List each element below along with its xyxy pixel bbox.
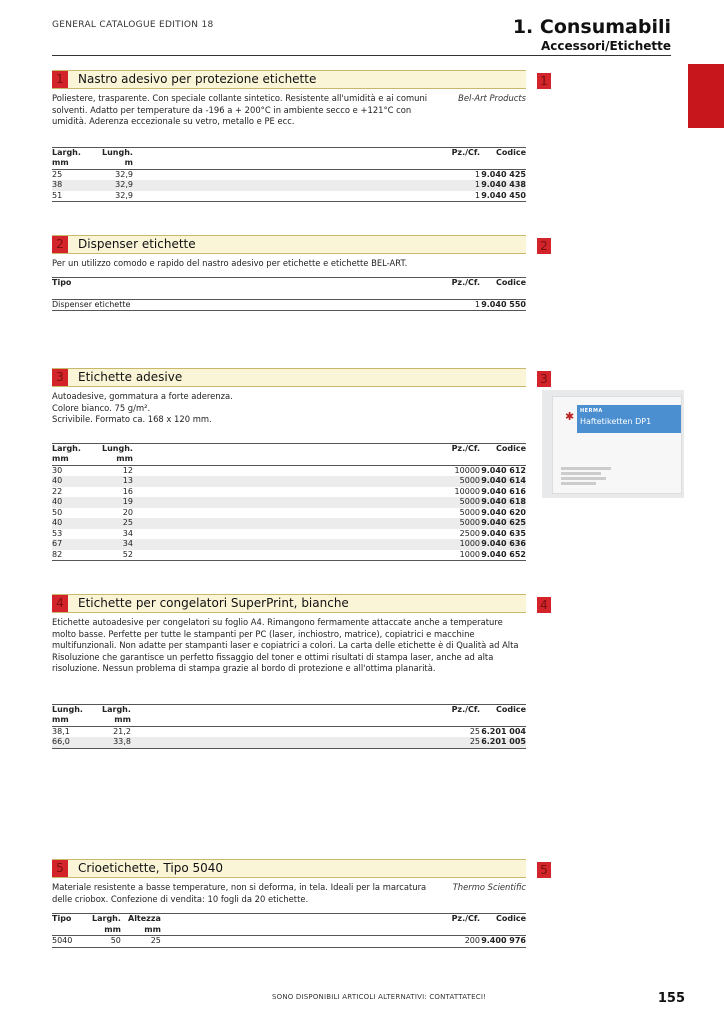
section-header	[52, 859, 526, 878]
col-header: Lungh.	[52, 704, 102, 715]
table-row: 22 16 10000 9.040 616	[52, 486, 526, 496]
table-row: 51 32,9 1 9.040 450	[52, 190, 526, 200]
product-table	[52, 443, 526, 562]
section-description	[52, 258, 526, 270]
section-header	[52, 235, 526, 254]
table-header	[52, 277, 526, 299]
col-header: Largh.	[102, 704, 131, 714]
side-marker-1: 1	[537, 73, 551, 89]
description-text: Etichette autoadesive per congelatori su foglio A4. Rimangono fermamente attaccate anche a temperature molto basse. Perfette per tutte le stampanti per PC (laser, inchiostro, matrice), copiatrici e macchine multifunzionali. Non adatte per stampanti laser e copiatrici a colori. La carta delle etichette è di Qualità ad Alta Risoluzione che garantisce un perfetto fissaggio del toner e ottimi risultati di stampa laser, anche ad alta risoluzione. Nessun problema di stampa grazie al bordo di protezione e all'ottima planarità.	[52, 617, 519, 674]
section-header	[52, 594, 526, 613]
table-row: 40 13 5000 9.040 614	[52, 476, 526, 486]
table-row: 53 34 2500 9.040 635	[52, 528, 526, 538]
section-description	[52, 617, 526, 675]
col-header: Altezza	[121, 914, 161, 925]
col-header: Pz./Cf.	[440, 147, 480, 158]
brand-name: Thermo Scientific	[452, 882, 526, 892]
description-line: Scrivibile. Formato ca. 168 x 120 mm.	[52, 414, 212, 425]
col-header: Lungh.	[102, 443, 133, 453]
page-number: 155	[657, 991, 685, 1006]
label-box	[552, 396, 682, 494]
description-line: Autoadesive, gommatura a forte aderenza.	[52, 391, 233, 401]
chapter-tab	[688, 64, 724, 128]
table-header	[52, 704, 526, 715]
table-units	[52, 715, 526, 726]
unit-label: m	[102, 158, 133, 169]
description-text: Per un utilizzo comodo e rapido del nastro adesivo per etichette e etichette BEL-ART.	[52, 258, 408, 268]
table-row: 40 25 5000 9.040 625	[52, 518, 526, 528]
section-title: Nastro adesivo per protezione etichette	[78, 72, 317, 86]
section-title: Etichette adesive	[78, 370, 183, 384]
section-1	[52, 70, 526, 202]
header-divider	[52, 55, 671, 56]
table-units	[52, 925, 526, 936]
table-row: 66,0 33,8 25 6.201 005	[52, 737, 526, 747]
box-product-label: Haftetiketten DP1	[580, 417, 652, 426]
section-5	[52, 859, 526, 948]
side-marker-5: 5	[537, 862, 551, 878]
product-table	[52, 913, 526, 948]
brand-name: Bel-Art Products	[458, 93, 526, 103]
table-units	[52, 158, 526, 169]
side-marker-4: 4	[537, 597, 551, 613]
col-header: Tipo	[52, 914, 92, 925]
table-row: 40 19 5000 9.040 618	[52, 497, 526, 507]
unit-label: mm	[52, 158, 102, 169]
col-header: Codice	[480, 704, 526, 715]
col-header: Codice	[480, 147, 526, 158]
box-brand: HERMA	[580, 408, 603, 414]
product-photo	[542, 390, 684, 498]
table-row: 38 32,9 1 9.040 438	[52, 180, 526, 190]
section-2	[52, 235, 526, 311]
chapter-subtitle: Accessori/Etichette	[540, 39, 671, 53]
unit-label: mm	[52, 715, 102, 726]
box-small-print	[561, 467, 611, 485]
side-marker-2: 2	[537, 238, 551, 254]
table-header	[52, 914, 526, 925]
unit-label: mm	[102, 454, 133, 465]
col-header: Pz./Cf.	[440, 914, 480, 925]
table-row: 38,1 21,2 25 6.201 004	[52, 726, 526, 736]
section-header	[52, 70, 526, 89]
col-header: Lungh.	[102, 147, 133, 157]
chapter-title: 1. Consumabili	[512, 16, 671, 38]
section-number: 3	[52, 369, 68, 386]
section-title: Dispenser etichette	[78, 237, 196, 251]
side-marker-3: 3	[537, 371, 551, 387]
col-header: Pz./Cf.	[440, 704, 480, 715]
section-number: 1	[52, 71, 68, 88]
table-header	[52, 443, 526, 454]
description-text: Materiale resistente a basse temperature, non si deforma, in tela. Ideali per la marcatura delle criobox. Confezione di vendita: 10 fogli da 20 etichette.	[52, 882, 427, 904]
col-header: Tipo	[52, 277, 440, 299]
table-row: 30 12 10000 9.040 612	[52, 465, 526, 475]
table-row: 5040 50 25 200 9.400 976	[52, 936, 526, 946]
section-description	[52, 391, 526, 426]
col-header: Codice	[480, 277, 526, 299]
col-header: Largh.	[52, 147, 102, 158]
section-title: Crioetichette, Tipo 5040	[78, 861, 224, 875]
section-number: 2	[52, 236, 68, 253]
section-3	[52, 368, 526, 561]
col-header: Codice	[480, 914, 526, 925]
table-row: 50 20 5000 9.040 620	[52, 507, 526, 517]
table-row: Dispenser etichette 1 9.040 550	[52, 299, 526, 309]
section-number: 5	[52, 860, 68, 877]
product-table	[52, 704, 526, 749]
footer-note: SONO DISPONIBILI ARTICOLI ALTERNATIVI: CONTATTATECI!	[272, 993, 487, 1001]
section-number: 4	[52, 595, 68, 612]
herma-logo-icon: ✱	[565, 410, 575, 423]
unit-label: mm	[121, 925, 161, 936]
col-header: Codice	[480, 443, 526, 454]
catalogue-edition: GENERAL CATALOGUE EDITION 18	[52, 20, 214, 30]
unit-label: mm	[102, 715, 131, 726]
section-description	[52, 882, 526, 905]
unit-label: mm	[52, 454, 102, 465]
table-units	[52, 454, 526, 465]
col-header: Pz./Cf.	[440, 443, 480, 454]
description-text: Poliestere, trasparente. Con speciale collante sintetico. Resistente all'umidità e ai comuni solventi. Adatto per temperature da -196 a + 200°C in ambiente secco e +121°C con umidità. Aderenza eccezionale su vetro, metallo e PE ecc.	[52, 93, 428, 127]
description-line: Colore bianco. 75 g/m².	[52, 402, 151, 413]
section-4	[52, 594, 526, 749]
col-header: Largh.	[92, 914, 121, 924]
table-header	[52, 147, 526, 158]
table-row: 67 34 1000 9.040 636	[52, 539, 526, 549]
section-header	[52, 368, 526, 387]
product-table	[52, 277, 526, 312]
col-header: Pz./Cf.	[440, 277, 480, 299]
table-row: 25 32,9 1 9.040 425	[52, 169, 526, 179]
col-header: Largh.	[52, 443, 102, 454]
unit-label: mm	[92, 925, 121, 936]
section-title: Etichette per congelatori SuperPrint, bianche	[78, 596, 349, 610]
table-row: 82 52 1000 9.040 652	[52, 549, 526, 559]
product-table	[52, 147, 526, 203]
section-description	[52, 93, 526, 128]
box-label-band	[577, 405, 681, 433]
